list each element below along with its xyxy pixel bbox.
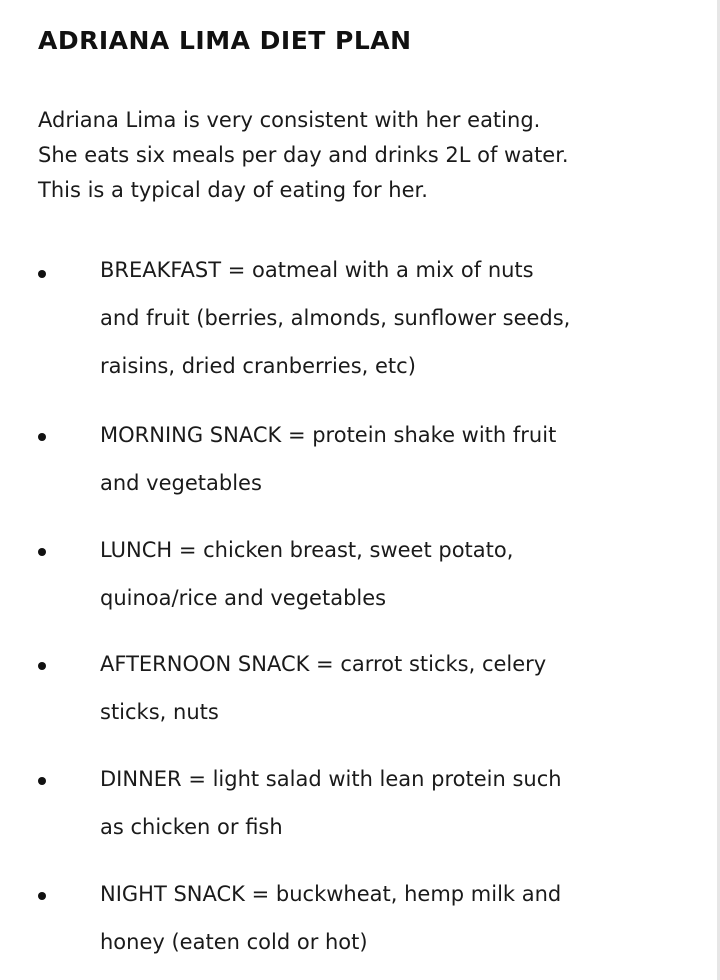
list-item-line: quinoa/rice and vegetables [100,586,387,610]
list-item-line: MORNING SNACK = protein shake with fruit [100,423,557,447]
list-item-text [100,640,688,736]
intro-line: Adriana Lima is very consistent with her eating. [38,108,541,132]
list-item-text [100,870,688,966]
list-item-text [100,755,688,851]
list-item-line: as chicken or fish [100,815,283,839]
page-title: ADRIANA LIMA DIET PLAN [38,26,412,55]
list-item-line: sticks, nuts [100,700,219,724]
list-item-line: LUNCH = chicken breast, sweet potato, [100,538,514,562]
bullet-icon [38,270,46,278]
list-item-line: AFTERNOON SNACK = carrot sticks, celery [100,652,547,676]
list-item-line: raisins, dried cranberries, etc) [100,354,416,378]
list-item-line: BREAKFAST = oatmeal with a mix of nuts [100,258,534,282]
bullet-icon [38,548,46,556]
intro-paragraph [38,103,688,208]
list-item-text [100,411,688,507]
list-item-text [100,246,688,390]
bullet-icon [38,777,46,785]
list-item-line: DINNER = light salad with lean protein such [100,767,562,791]
bullet-icon [38,892,46,900]
list-item-line: and vegetables [100,471,262,495]
list-item-text [100,526,688,622]
bullet-icon [38,662,46,670]
bullet-icon [38,433,46,441]
list-item-line: and fruit (berries, almonds, sunflower seeds, [100,306,571,330]
list-item-line: honey (eaten cold or hot) [100,930,368,954]
list-item-line: NIGHT SNACK = buckwheat, hemp milk and [100,882,562,906]
intro-line: She eats six meals per day and drinks 2L of water. [38,143,569,167]
intro-line: This is a typical day of eating for her. [38,178,428,202]
